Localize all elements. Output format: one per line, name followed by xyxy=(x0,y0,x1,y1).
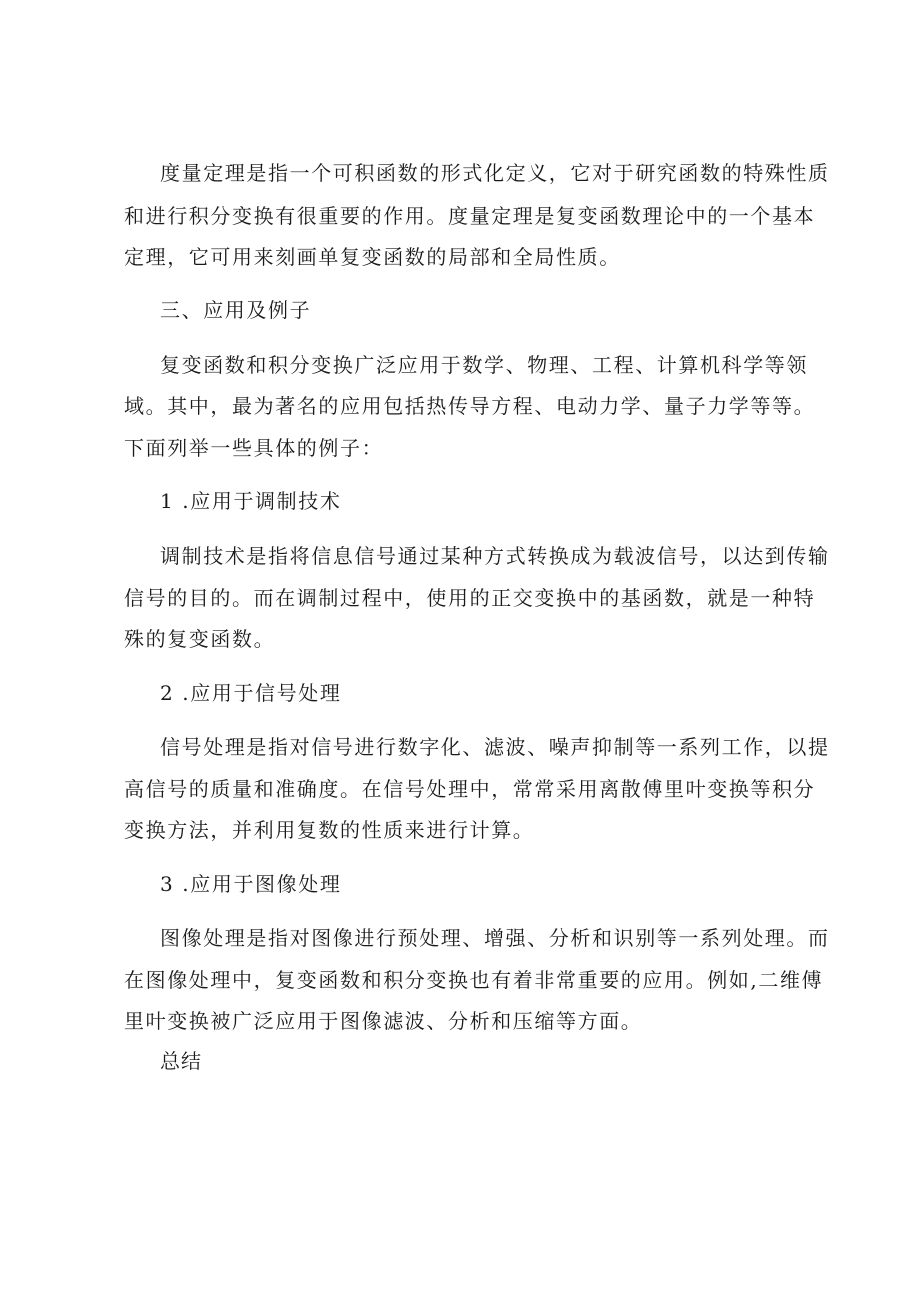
paragraph-line: 定理，它可用来刻画单复变函数的局部和全局性质。 xyxy=(124,245,621,269)
summary-heading: 总结 xyxy=(160,1049,202,1073)
list-item-heading: 2 .应用于信号处理 xyxy=(160,681,342,705)
paragraph-line: 调制技术是指将信息信号通过某种方式转换成为载波信号，以达到传输 xyxy=(160,544,830,568)
paragraph-line: 高信号的质量和准确度。在信号处理中，常常采用离散傅里叶变换等积分 xyxy=(124,777,816,801)
paragraph-line: 变换方法，并利用复数的性质来进行计算。 xyxy=(124,818,535,842)
paragraph-line: 信号处理是指对信号进行数字化、滤波、噪声抑制等一系列工作，以提 xyxy=(160,735,830,759)
paragraph-line: 度量定理是指一个可积函数的形式化定义，它对于研究函数的特殊性质 xyxy=(160,161,830,185)
paragraph-line: 域。其中，最为著名的应用包括热传导方程、电动力学、量子力学等等。 xyxy=(124,394,816,418)
list-item-heading: 3 .应用于图像处理 xyxy=(160,872,342,896)
paragraph-line: 殊的复变函数。 xyxy=(124,627,276,651)
section-heading: 三、应用及例子 xyxy=(160,298,312,322)
paragraph-line: 里叶变换被广泛应用于图像滤波、分析和压缩等方面。 xyxy=(124,1009,643,1033)
paragraph-line: 复变函数和积分变换广泛应用于数学、物理、工程、计算机科学等领 xyxy=(160,353,808,377)
paragraph-line: 信号的目的。而在调制过程中，使用的正交变换中的基函数，就是一种特 xyxy=(124,586,816,610)
paragraph-line: 下面列举一些具体的例子： xyxy=(124,436,384,460)
paragraph-line: 图像处理是指对图像进行预处理、增强、分析和识别等一系列处理。而 xyxy=(160,926,830,950)
paragraph-line: 和进行积分变换有很重要的作用。度量定理是复变函数理论中的一个基本 xyxy=(124,204,816,228)
list-item-heading: 1 .应用于调制技术 xyxy=(160,489,342,513)
paragraph-line: 在图像处理中，复变函数和积分变换也有着非常重要的应用。例如,二维傅 xyxy=(124,968,824,992)
